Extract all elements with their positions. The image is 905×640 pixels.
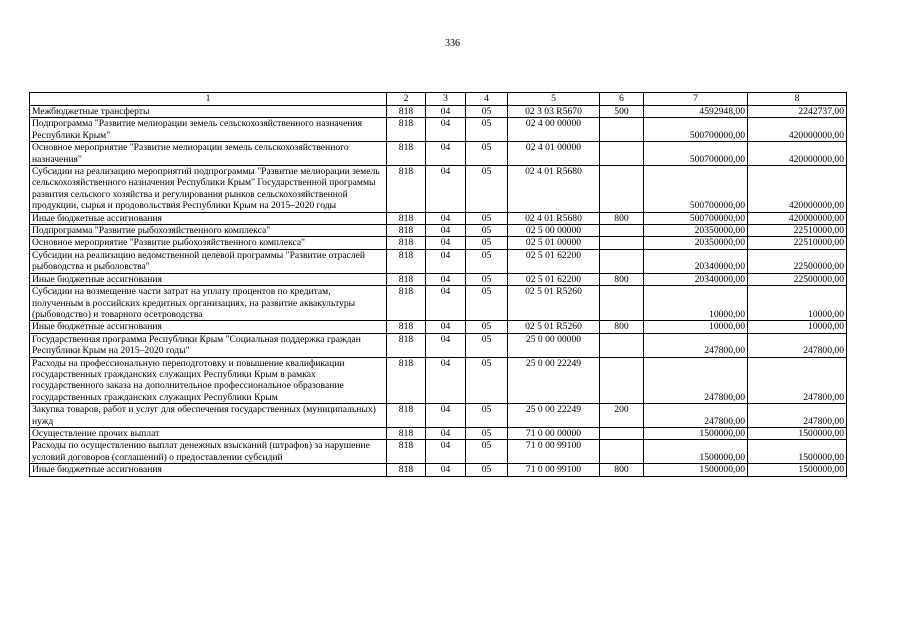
- item-name: Основное мероприятие "Развитие рыбохозяйственного комплекса": [30, 237, 387, 249]
- amount-year-2: 1500000,00: [748, 464, 847, 476]
- section-code: 04: [426, 142, 466, 166]
- section-code: 04: [426, 273, 466, 285]
- ministry-code: 818: [387, 237, 426, 249]
- target-article-code: 02 5 00 00000: [508, 225, 600, 237]
- section-code: 04: [426, 106, 466, 118]
- header-row: [30, 93, 847, 106]
- section-code: 04: [426, 321, 466, 333]
- section-code: 04: [426, 166, 466, 213]
- section-code: 04: [426, 357, 466, 404]
- table-row: [30, 118, 847, 142]
- column-header: 4: [466, 93, 508, 106]
- table-row: [30, 286, 847, 321]
- amount-year-2: 22510000,00: [748, 225, 847, 237]
- subsection-code: 05: [466, 464, 508, 476]
- subsection-code: 05: [466, 286, 508, 321]
- subsection-code: 05: [466, 249, 508, 273]
- table-row: [30, 357, 847, 404]
- table-row: [30, 106, 847, 118]
- expense-type-code: [600, 427, 644, 439]
- item-name: Основное мероприятие "Развитие мелиорации земель сельскохозяйственного назначения": [30, 142, 387, 166]
- amount-year-2: 1500000,00: [748, 440, 847, 464]
- expense-type-code: [600, 118, 644, 142]
- subsection-code: 05: [466, 237, 508, 249]
- item-name: Межбюджетные трансферты: [30, 106, 387, 118]
- amount-year-2: 420000000,00: [748, 212, 847, 224]
- budget-table: [29, 92, 847, 477]
- ministry-code: 818: [387, 404, 426, 428]
- expense-type-code: [600, 357, 644, 404]
- amount-year-1: 1500000,00: [644, 427, 748, 439]
- column-header: 5: [508, 93, 600, 106]
- ministry-code: 818: [387, 440, 426, 464]
- subsection-code: 05: [466, 118, 508, 142]
- section-code: 04: [426, 249, 466, 273]
- amount-year-2: 10000,00: [748, 321, 847, 333]
- target-article-code: 02 4 01 00000: [508, 142, 600, 166]
- ministry-code: 818: [387, 106, 426, 118]
- item-name: Иные бюджетные ассигнования: [30, 273, 387, 285]
- expense-type-code: [600, 333, 644, 357]
- subsection-code: 05: [466, 166, 508, 213]
- column-header: 7: [644, 93, 748, 106]
- target-article-code: 71 0 00 99100: [508, 440, 600, 464]
- subsection-code: 05: [466, 142, 508, 166]
- item-name: Государственная программа Республики Крым "Социальная поддержка граждан Республики Крым на 2015–2020 годы": [30, 333, 387, 357]
- table-row: [30, 440, 847, 464]
- target-article-code: 02 5 01 R5260: [508, 321, 600, 333]
- subsection-code: 05: [466, 357, 508, 404]
- item-name: Субсидии на реализацию мероприятий подпрограммы "Развитие мелиорации земель сельскохозяйственного назначения Республики Крым" Государственной программы развития сельского хозяйства и регулирования рынков сельскохозяйственной продукции, сырья и продовольствия Республики Крым на 2015–2020 годы: [30, 166, 387, 213]
- ministry-code: 818: [387, 118, 426, 142]
- amount-year-2: 420000000,00: [748, 142, 847, 166]
- section-code: 04: [426, 404, 466, 428]
- target-article-code: 02 5 01 62200: [508, 273, 600, 285]
- amount-year-2: 22510000,00: [748, 237, 847, 249]
- target-article-code: 71 0 00 99100: [508, 464, 600, 476]
- table-row: [30, 249, 847, 273]
- amount-year-1: 500700000,00: [644, 142, 748, 166]
- expense-type-code: 200: [600, 404, 644, 428]
- amount-year-2: 2242737,00: [748, 106, 847, 118]
- expense-type-code: 500: [600, 106, 644, 118]
- item-name: Подпрограмма "Развитие мелиорации земель сельскохозяйственного назначения Республики Крым": [30, 118, 387, 142]
- column-header: 3: [426, 93, 466, 106]
- section-code: 04: [426, 464, 466, 476]
- target-article-code: 02 4 01 R5680: [508, 212, 600, 224]
- ministry-code: 818: [387, 321, 426, 333]
- subsection-code: 05: [466, 333, 508, 357]
- expense-type-code: 800: [600, 212, 644, 224]
- target-article-code: 02 4 01 R5680: [508, 166, 600, 213]
- table-row: [30, 427, 847, 439]
- item-name: Осуществление прочих выплат: [30, 427, 387, 439]
- expense-type-code: [600, 166, 644, 213]
- ministry-code: 818: [387, 333, 426, 357]
- ministry-code: 818: [387, 249, 426, 273]
- section-code: 04: [426, 118, 466, 142]
- amount-year-1: 500700000,00: [644, 118, 748, 142]
- target-article-code: 71 0 00 00000: [508, 427, 600, 439]
- ministry-code: 818: [387, 427, 426, 439]
- section-code: 04: [426, 333, 466, 357]
- item-name: Подпрограмма "Развитие рыбохозяйственного комплекса": [30, 225, 387, 237]
- ministry-code: 818: [387, 212, 426, 224]
- ministry-code: 818: [387, 142, 426, 166]
- target-article-code: 02 5 01 62200: [508, 249, 600, 273]
- subsection-code: 05: [466, 225, 508, 237]
- amount-year-2: 22500000,00: [748, 273, 847, 285]
- amount-year-1: 20340000,00: [644, 273, 748, 285]
- expense-type-code: 800: [600, 321, 644, 333]
- target-article-code: 02 3 03 R5670: [508, 106, 600, 118]
- section-code: 04: [426, 427, 466, 439]
- amount-year-2: 10000,00: [748, 286, 847, 321]
- amount-year-1: 247800,00: [644, 404, 748, 428]
- table-row: [30, 273, 847, 285]
- section-code: 04: [426, 225, 466, 237]
- ministry-code: 818: [387, 357, 426, 404]
- item-name: Субсидии на возмещение части затрат на уплату процентов по кредитам, полученным в российских кредитных организациях, на развитие аквакультуры (рыбоводство) и товарного осетроводства: [30, 286, 387, 321]
- expense-type-code: [600, 225, 644, 237]
- amount-year-2: 420000000,00: [748, 118, 847, 142]
- column-header: 1: [30, 93, 387, 106]
- item-name: Иные бюджетные ассигнования: [30, 321, 387, 333]
- amount-year-1: 20350000,00: [644, 237, 748, 249]
- table-row: [30, 237, 847, 249]
- ministry-code: 818: [387, 225, 426, 237]
- amount-year-2: 247800,00: [748, 333, 847, 357]
- amount-year-1: 1500000,00: [644, 464, 748, 476]
- amount-year-2: 247800,00: [748, 404, 847, 428]
- amount-year-1: 10000,00: [644, 286, 748, 321]
- expense-type-code: [600, 249, 644, 273]
- target-article-code: 02 5 01 R5260: [508, 286, 600, 321]
- item-name: Расходы на профессиональную переподготовку и повышение квалификации государственных гражданских служащих Республики Крым в рамках государственного заказа на дополнительное профессиональное образование государственных гражданских служащих Республики Крым: [30, 357, 387, 404]
- column-header: 6: [600, 93, 644, 106]
- table-row: [30, 333, 847, 357]
- target-article-code: 02 5 01 00000: [508, 237, 600, 249]
- expense-type-code: [600, 440, 644, 464]
- amount-year-2: 420000000,00: [748, 166, 847, 213]
- ministry-code: 818: [387, 464, 426, 476]
- item-name: Иные бюджетные ассигнования: [30, 212, 387, 224]
- expense-type-code: [600, 142, 644, 166]
- expense-type-code: 800: [600, 464, 644, 476]
- table-body: [30, 106, 847, 477]
- expense-type-code: [600, 237, 644, 249]
- target-article-code: 02 4 00 00000: [508, 118, 600, 142]
- amount-year-1: 500700000,00: [644, 166, 748, 213]
- amount-year-1: 247800,00: [644, 357, 748, 404]
- subsection-code: 05: [466, 321, 508, 333]
- target-article-code: 25 0 00 22249: [508, 404, 600, 428]
- section-code: 04: [426, 237, 466, 249]
- section-code: 04: [426, 212, 466, 224]
- target-article-code: 25 0 00 22249: [508, 357, 600, 404]
- amount-year-1: 10000,00: [644, 321, 748, 333]
- table-row: [30, 142, 847, 166]
- amount-year-1: 4592948,00: [644, 106, 748, 118]
- item-name: Закупка товаров, работ и услуг для обеспечения государственных (муниципальных) нужд: [30, 404, 387, 428]
- section-code: 04: [426, 440, 466, 464]
- ministry-code: 818: [387, 166, 426, 213]
- item-name: Субсидии на реализацию ведомственной целевой программы "Развитие отраслей рыбоводства и рыболовства": [30, 249, 387, 273]
- table-header: [30, 93, 847, 106]
- target-article-code: 25 0 00 00000: [508, 333, 600, 357]
- table-row: [30, 321, 847, 333]
- item-name: Иные бюджетные ассигнования: [30, 464, 387, 476]
- page-number: 336: [445, 38, 460, 49]
- subsection-code: 05: [466, 106, 508, 118]
- subsection-code: 05: [466, 212, 508, 224]
- table-row: [30, 212, 847, 224]
- subsection-code: 05: [466, 404, 508, 428]
- item-name: Расходы по осуществлению выплат денежных взысканий (штрафов) за нарушение условий договоров (соглашений) о предоставлении субсидий: [30, 440, 387, 464]
- subsection-code: 05: [466, 427, 508, 439]
- amount-year-1: 500700000,00: [644, 212, 748, 224]
- expense-type-code: 800: [600, 273, 644, 285]
- ministry-code: 818: [387, 286, 426, 321]
- table-row: [30, 404, 847, 428]
- expense-type-code: [600, 286, 644, 321]
- table-row: [30, 464, 847, 476]
- subsection-code: 05: [466, 273, 508, 285]
- amount-year-2: 22500000,00: [748, 249, 847, 273]
- column-header: 2: [387, 93, 426, 106]
- table-row: [30, 166, 847, 213]
- amount-year-2: 1500000,00: [748, 427, 847, 439]
- amount-year-1: 1500000,00: [644, 440, 748, 464]
- amount-year-1: 20350000,00: [644, 225, 748, 237]
- amount-year-1: 247800,00: [644, 333, 748, 357]
- amount-year-2: 247800,00: [748, 357, 847, 404]
- subsection-code: 05: [466, 440, 508, 464]
- table-row: [30, 225, 847, 237]
- amount-year-1: 20340000,00: [644, 249, 748, 273]
- column-header: 8: [748, 93, 847, 106]
- section-code: 04: [426, 286, 466, 321]
- ministry-code: 818: [387, 273, 426, 285]
